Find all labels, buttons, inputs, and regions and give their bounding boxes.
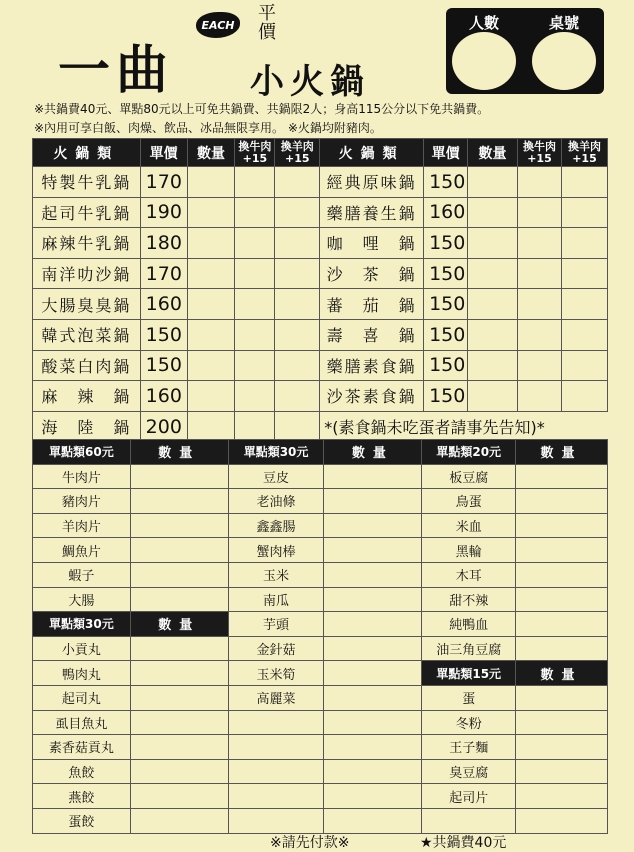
hotpot-name: 酸菜白肉鍋 <box>33 350 141 381</box>
side-item-name: 玉米筍 <box>228 661 324 686</box>
hotpot-price: 150 <box>424 381 468 412</box>
hotpot-beef-cell[interactable] <box>518 319 562 350</box>
side-item-name: 木耳 <box>422 562 516 587</box>
vegetarian-note: *(素食鍋未吃蛋者請事先告知)* <box>324 418 545 438</box>
hotpot-lamb-cell[interactable] <box>275 197 320 228</box>
side-empty-cell <box>324 759 422 784</box>
side-qty-header: 數量 <box>516 440 608 465</box>
side-item-name: 鳥蛋 <box>422 489 516 514</box>
side-qty-cell[interactable] <box>130 784 228 809</box>
side-empty-cell <box>324 710 422 735</box>
side-qty-cell[interactable] <box>130 735 228 760</box>
hotpot-price: 170 <box>140 167 187 198</box>
hotpot-name: 起司牛乳鍋 <box>33 197 141 228</box>
side-qty-cell[interactable] <box>130 759 228 784</box>
side-item-name: 豬肉片 <box>33 489 131 514</box>
hotpot-beef-cell[interactable] <box>518 258 562 289</box>
side-item-name: 起司片 <box>422 784 516 809</box>
side-empty-cell <box>324 784 422 809</box>
side-empty-cell <box>228 710 324 735</box>
side-qty-cell[interactable] <box>324 489 422 514</box>
hotpot-lamb-cell[interactable] <box>275 350 320 381</box>
hotpot-lamb-cell[interactable] <box>275 411 320 442</box>
hotpot-name: 韓式泡菜鍋 <box>33 319 141 350</box>
side-item-name: 黑輪 <box>422 538 516 563</box>
hotpot-header-qty: 數量 <box>187 139 235 167</box>
hotpot-price: 170 <box>140 258 187 289</box>
hotpot-beef-cell[interactable] <box>518 167 562 198</box>
side-empty-cell <box>324 808 422 833</box>
side-item-name: 燕餃 <box>33 784 131 809</box>
side-row <box>33 612 608 637</box>
hotpot-beef-cell[interactable] <box>235 167 275 198</box>
hotpot-qty-cell[interactable] <box>468 350 518 381</box>
side-item-name: 牛肉片 <box>33 464 131 489</box>
side-qty-cell[interactable] <box>324 612 422 637</box>
hotpot-qty-cell[interactable] <box>187 167 235 198</box>
side-qty-cell[interactable] <box>130 587 228 612</box>
hotpot-qty-cell[interactable] <box>187 350 235 381</box>
side-item-name: 南瓜 <box>228 587 324 612</box>
side-item-name: 老油條 <box>228 489 324 514</box>
side-item-name: 大腸 <box>33 587 131 612</box>
hotpot-lamb-cell[interactable] <box>561 197 607 228</box>
brand-cheap: 平價 <box>258 3 276 43</box>
side-row <box>33 464 608 489</box>
side-item-name: 虱目魚丸 <box>33 710 131 735</box>
side-row <box>33 685 608 710</box>
side-item-name: 小貢丸 <box>33 636 131 661</box>
hotpot-name: 蕃 茄 鍋 <box>320 289 424 320</box>
hotpot-price: 160 <box>140 289 187 320</box>
side-item-name: 蝦子 <box>33 562 131 587</box>
people-count-field[interactable] <box>452 32 516 90</box>
hotpot-lamb-cell[interactable] <box>275 228 320 259</box>
side-qty-header: 數量 <box>324 440 422 465</box>
side-qty-header: 數量 <box>130 612 228 637</box>
hotpot-qty-cell[interactable] <box>187 258 235 289</box>
hotpot-beef-cell[interactable] <box>235 411 275 442</box>
side-items-table <box>32 439 608 834</box>
hotpot-header-lamb-2: 換羊肉 +15 <box>561 139 607 167</box>
hotpot-row <box>33 258 608 289</box>
side-qty-cell[interactable] <box>130 562 228 587</box>
hotpot-header-category-2: 火鍋類 <box>320 139 424 167</box>
hotpot-row <box>33 197 608 228</box>
side-row <box>33 489 608 514</box>
people-label: 人數 <box>468 14 499 32</box>
hotpot-lamb-cell[interactable] <box>275 319 320 350</box>
side-item-name: 臭豆腐 <box>422 759 516 784</box>
side-row <box>33 735 608 760</box>
side-row <box>33 513 608 538</box>
table-label: 桌號 <box>548 14 579 32</box>
hotpot-price: 160 <box>140 381 187 412</box>
hotpot-row <box>33 319 608 350</box>
hotpot-price: 190 <box>140 197 187 228</box>
side-row <box>33 636 608 661</box>
side-row <box>33 562 608 587</box>
hotpot-lamb-cell[interactable] <box>275 167 320 198</box>
side-item-name: 板豆腐 <box>422 464 516 489</box>
hotpot-name: 麻辣牛乳鍋 <box>33 228 141 259</box>
hotpot-name: 經典原味鍋 <box>320 167 424 198</box>
hotpot-qty-cell[interactable] <box>187 319 235 350</box>
side-qty-cell[interactable] <box>130 513 228 538</box>
side-qty-cell[interactable] <box>516 612 608 637</box>
hotpot-header-beef: 換牛肉 +15 <box>235 139 275 167</box>
hotpot-beef-cell[interactable] <box>235 197 275 228</box>
hotpot-lamb-cell[interactable] <box>561 381 607 412</box>
footer-pay-first: ※請先付款※ <box>270 835 350 851</box>
side-item-name: 豆皮 <box>228 464 324 489</box>
hotpot-row <box>33 228 608 259</box>
hotpot-price: 160 <box>424 197 468 228</box>
footer-shared-fee: ★共鍋費40元 <box>420 835 507 851</box>
side-category-header: 單點類30元 <box>228 440 324 465</box>
hotpot-beef-cell[interactable] <box>518 350 562 381</box>
hotpot-name: 咖 哩 鍋 <box>320 228 424 259</box>
side-empty-cell <box>228 759 324 784</box>
hotpot-qty-cell[interactable] <box>187 289 235 320</box>
hotpot-name: 壽 喜 鍋 <box>320 319 424 350</box>
side-qty-cell[interactable] <box>130 538 228 563</box>
side-item-name: 素香菇貢丸 <box>33 735 131 760</box>
hotpot-name: 麻 辣 鍋 <box>33 381 141 412</box>
side-empty-cell <box>228 808 324 833</box>
side-item-name: 羊肉片 <box>33 513 131 538</box>
hotpot-row <box>33 381 608 412</box>
side-empty-cell <box>324 735 422 760</box>
side-item-name: 鴨肉丸 <box>33 661 131 686</box>
hotpot-lamb-cell[interactable] <box>275 381 320 412</box>
side-qty-cell[interactable] <box>516 685 608 710</box>
table-number-field[interactable] <box>532 32 596 90</box>
side-qty-cell[interactable] <box>324 685 422 710</box>
side-category-header: 單點類60元 <box>33 440 131 465</box>
hotpot-name: 沙 茶 鍋 <box>320 258 424 289</box>
side-item-name: 高麗菜 <box>228 685 324 710</box>
hotpot-price: 150 <box>424 350 468 381</box>
side-qty-cell[interactable] <box>130 464 228 489</box>
hotpot-beef-cell[interactable] <box>518 381 562 412</box>
hotpot-qty-cell[interactable] <box>468 197 518 228</box>
hotpot-beef-cell[interactable] <box>518 289 562 320</box>
side-qty-header: 數量 <box>516 661 608 686</box>
side-row <box>33 587 608 612</box>
side-qty-cell[interactable] <box>516 735 608 760</box>
hotpot-lamb-cell[interactable] <box>561 289 607 320</box>
hotpot-lamb-cell[interactable] <box>275 289 320 320</box>
hotpot-header-category: 火鍋類 <box>33 139 141 167</box>
hotpot-qty-cell[interactable] <box>468 319 518 350</box>
hotpot-beef-cell[interactable] <box>518 197 562 228</box>
hotpot-name: 藥膳養生鍋 <box>320 197 424 228</box>
side-qty-cell[interactable] <box>516 513 608 538</box>
hotpot-price: 200 <box>140 411 187 442</box>
hotpot-price: 150 <box>424 258 468 289</box>
hotpot-qty-cell[interactable] <box>187 411 235 442</box>
hotpot-price: 150 <box>140 319 187 350</box>
note-line-1: ※共鍋費40元、單點80元以上可免共鍋費、共鍋限2人；身高115公分以下免共鍋費。 <box>34 102 490 116</box>
side-item-name: 蛋餃 <box>33 808 131 833</box>
hotpot-table <box>32 138 608 442</box>
side-category-header: 單點類20元 <box>422 440 516 465</box>
side-item-name: 金針菇 <box>228 636 324 661</box>
hotpot-name: 特製牛乳鍋 <box>33 167 141 198</box>
hotpot-qty-cell[interactable] <box>468 381 518 412</box>
hotpot-row <box>33 289 608 320</box>
side-row <box>33 538 608 563</box>
hotpot-qty-cell[interactable] <box>468 167 518 198</box>
hotpot-beef-cell[interactable] <box>235 258 275 289</box>
side-qty-cell[interactable] <box>516 587 608 612</box>
side-qty-cell[interactable] <box>324 562 422 587</box>
side-item-name: 蛋 <box>422 685 516 710</box>
hotpot-header-price: 單價 <box>140 139 187 167</box>
hotpot-price: 150 <box>424 289 468 320</box>
hotpot-price: 150 <box>424 167 468 198</box>
hotpot-price: 150 <box>140 350 187 381</box>
note-line-2: ※內用可享白飯、肉燥、飲品、冰品無限享用。 ※火鍋均附豬肉。 <box>34 121 382 135</box>
hotpot-beef-cell[interactable] <box>518 228 562 259</box>
side-qty-cell[interactable] <box>324 587 422 612</box>
side-qty-cell[interactable] <box>130 661 228 686</box>
hotpot-beef-cell[interactable] <box>235 381 275 412</box>
hotpot-qty-cell[interactable] <box>468 289 518 320</box>
side-item-name: 甜不辣 <box>422 587 516 612</box>
hotpot-beef-cell[interactable] <box>235 228 275 259</box>
side-row <box>33 759 608 784</box>
hotpot-lamb-cell[interactable] <box>561 350 607 381</box>
side-qty-cell[interactable] <box>516 464 608 489</box>
side-category-header: 單點類30元 <box>33 612 131 637</box>
side-item-name: 王子麵 <box>422 735 516 760</box>
hotpot-qty-cell[interactable] <box>187 228 235 259</box>
side-row <box>33 661 608 686</box>
hotpot-name: 大腸臭臭鍋 <box>33 289 141 320</box>
hotpot-lamb-cell[interactable] <box>561 228 607 259</box>
side-qty-cell[interactable] <box>516 538 608 563</box>
side-qty-cell[interactable] <box>324 636 422 661</box>
side-item-name: 芋頭 <box>228 612 324 637</box>
hotpot-qty-cell[interactable] <box>187 197 235 228</box>
side-empty-cell <box>228 735 324 760</box>
hotpot-name: 沙茶素食鍋 <box>320 381 424 412</box>
hotpot-beef-cell[interactable] <box>235 319 275 350</box>
hotpot-lamb-cell[interactable] <box>561 319 607 350</box>
side-empty-cell <box>228 784 324 809</box>
side-qty-cell[interactable] <box>130 808 228 833</box>
hotpot-qty-cell[interactable] <box>468 228 518 259</box>
side-qty-header: 數量 <box>130 440 228 465</box>
hotpot-row <box>33 411 608 442</box>
side-item-name: 魚餃 <box>33 759 131 784</box>
side-item-name: 起司丸 <box>33 685 131 710</box>
side-qty-cell[interactable] <box>516 489 608 514</box>
hotpot-header-qty-2: 數量 <box>468 139 518 167</box>
side-empty-cell <box>516 808 608 833</box>
hotpot-qty-cell[interactable] <box>187 381 235 412</box>
hotpot-name: 藥膳素食鍋 <box>320 350 424 381</box>
side-qty-cell[interactable] <box>516 784 608 809</box>
hotpot-price: 150 <box>424 228 468 259</box>
side-qty-cell[interactable] <box>516 759 608 784</box>
hotpot-name: 南洋叻沙鍋 <box>33 258 141 289</box>
side-qty-cell[interactable] <box>324 538 422 563</box>
side-item-name: 米血 <box>422 513 516 538</box>
hotpot-lamb-cell[interactable] <box>275 258 320 289</box>
side-qty-cell[interactable] <box>324 464 422 489</box>
hotpot-qty-cell[interactable] <box>468 258 518 289</box>
brand-each-badge: EACH <box>196 12 240 38</box>
side-item-name: 鑫鑫腸 <box>228 513 324 538</box>
side-qty-cell[interactable] <box>130 489 228 514</box>
side-row <box>33 440 608 465</box>
side-row <box>33 808 608 833</box>
side-category-header: 單點類15元 <box>422 661 516 686</box>
hotpot-lamb-cell[interactable] <box>561 167 607 198</box>
hotpot-beef-cell[interactable] <box>235 289 275 320</box>
hotpot-lamb-cell[interactable] <box>561 258 607 289</box>
brand-main: 一曲 <box>58 40 175 101</box>
hotpot-price: 150 <box>424 319 468 350</box>
hotpot-row <box>33 167 608 198</box>
side-row <box>33 784 608 809</box>
side-item-name: 冬粉 <box>422 710 516 735</box>
side-row <box>33 710 608 735</box>
side-qty-cell[interactable] <box>516 710 608 735</box>
brand-sub: 小火鍋 <box>250 62 370 102</box>
side-qty-cell[interactable] <box>516 562 608 587</box>
side-item-name: 蟹肉棒 <box>228 538 324 563</box>
side-qty-cell[interactable] <box>324 513 422 538</box>
side-item-name: 鯛魚片 <box>33 538 131 563</box>
side-qty-cell[interactable] <box>130 710 228 735</box>
side-qty-cell[interactable] <box>130 685 228 710</box>
side-item-name: 玉米 <box>228 562 324 587</box>
hotpot-header-price-2: 單價 <box>424 139 468 167</box>
side-qty-cell[interactable] <box>324 661 422 686</box>
hotpot-beef-cell[interactable] <box>235 350 275 381</box>
hotpot-header-lamb: 換羊肉 +15 <box>275 139 320 167</box>
hotpot-header-beef-2: 換牛肉 +15 <box>518 139 562 167</box>
side-item-name: 油三角豆腐 <box>422 636 516 661</box>
order-info-box <box>446 8 604 94</box>
side-qty-cell[interactable] <box>130 636 228 661</box>
side-qty-cell[interactable] <box>516 636 608 661</box>
side-item-name: 純鴨血 <box>422 612 516 637</box>
hotpot-name: 海 陸 鍋 <box>33 411 141 442</box>
side-empty-cell <box>422 808 516 833</box>
hotpot-row <box>33 350 608 381</box>
hotpot-price: 180 <box>140 228 187 259</box>
